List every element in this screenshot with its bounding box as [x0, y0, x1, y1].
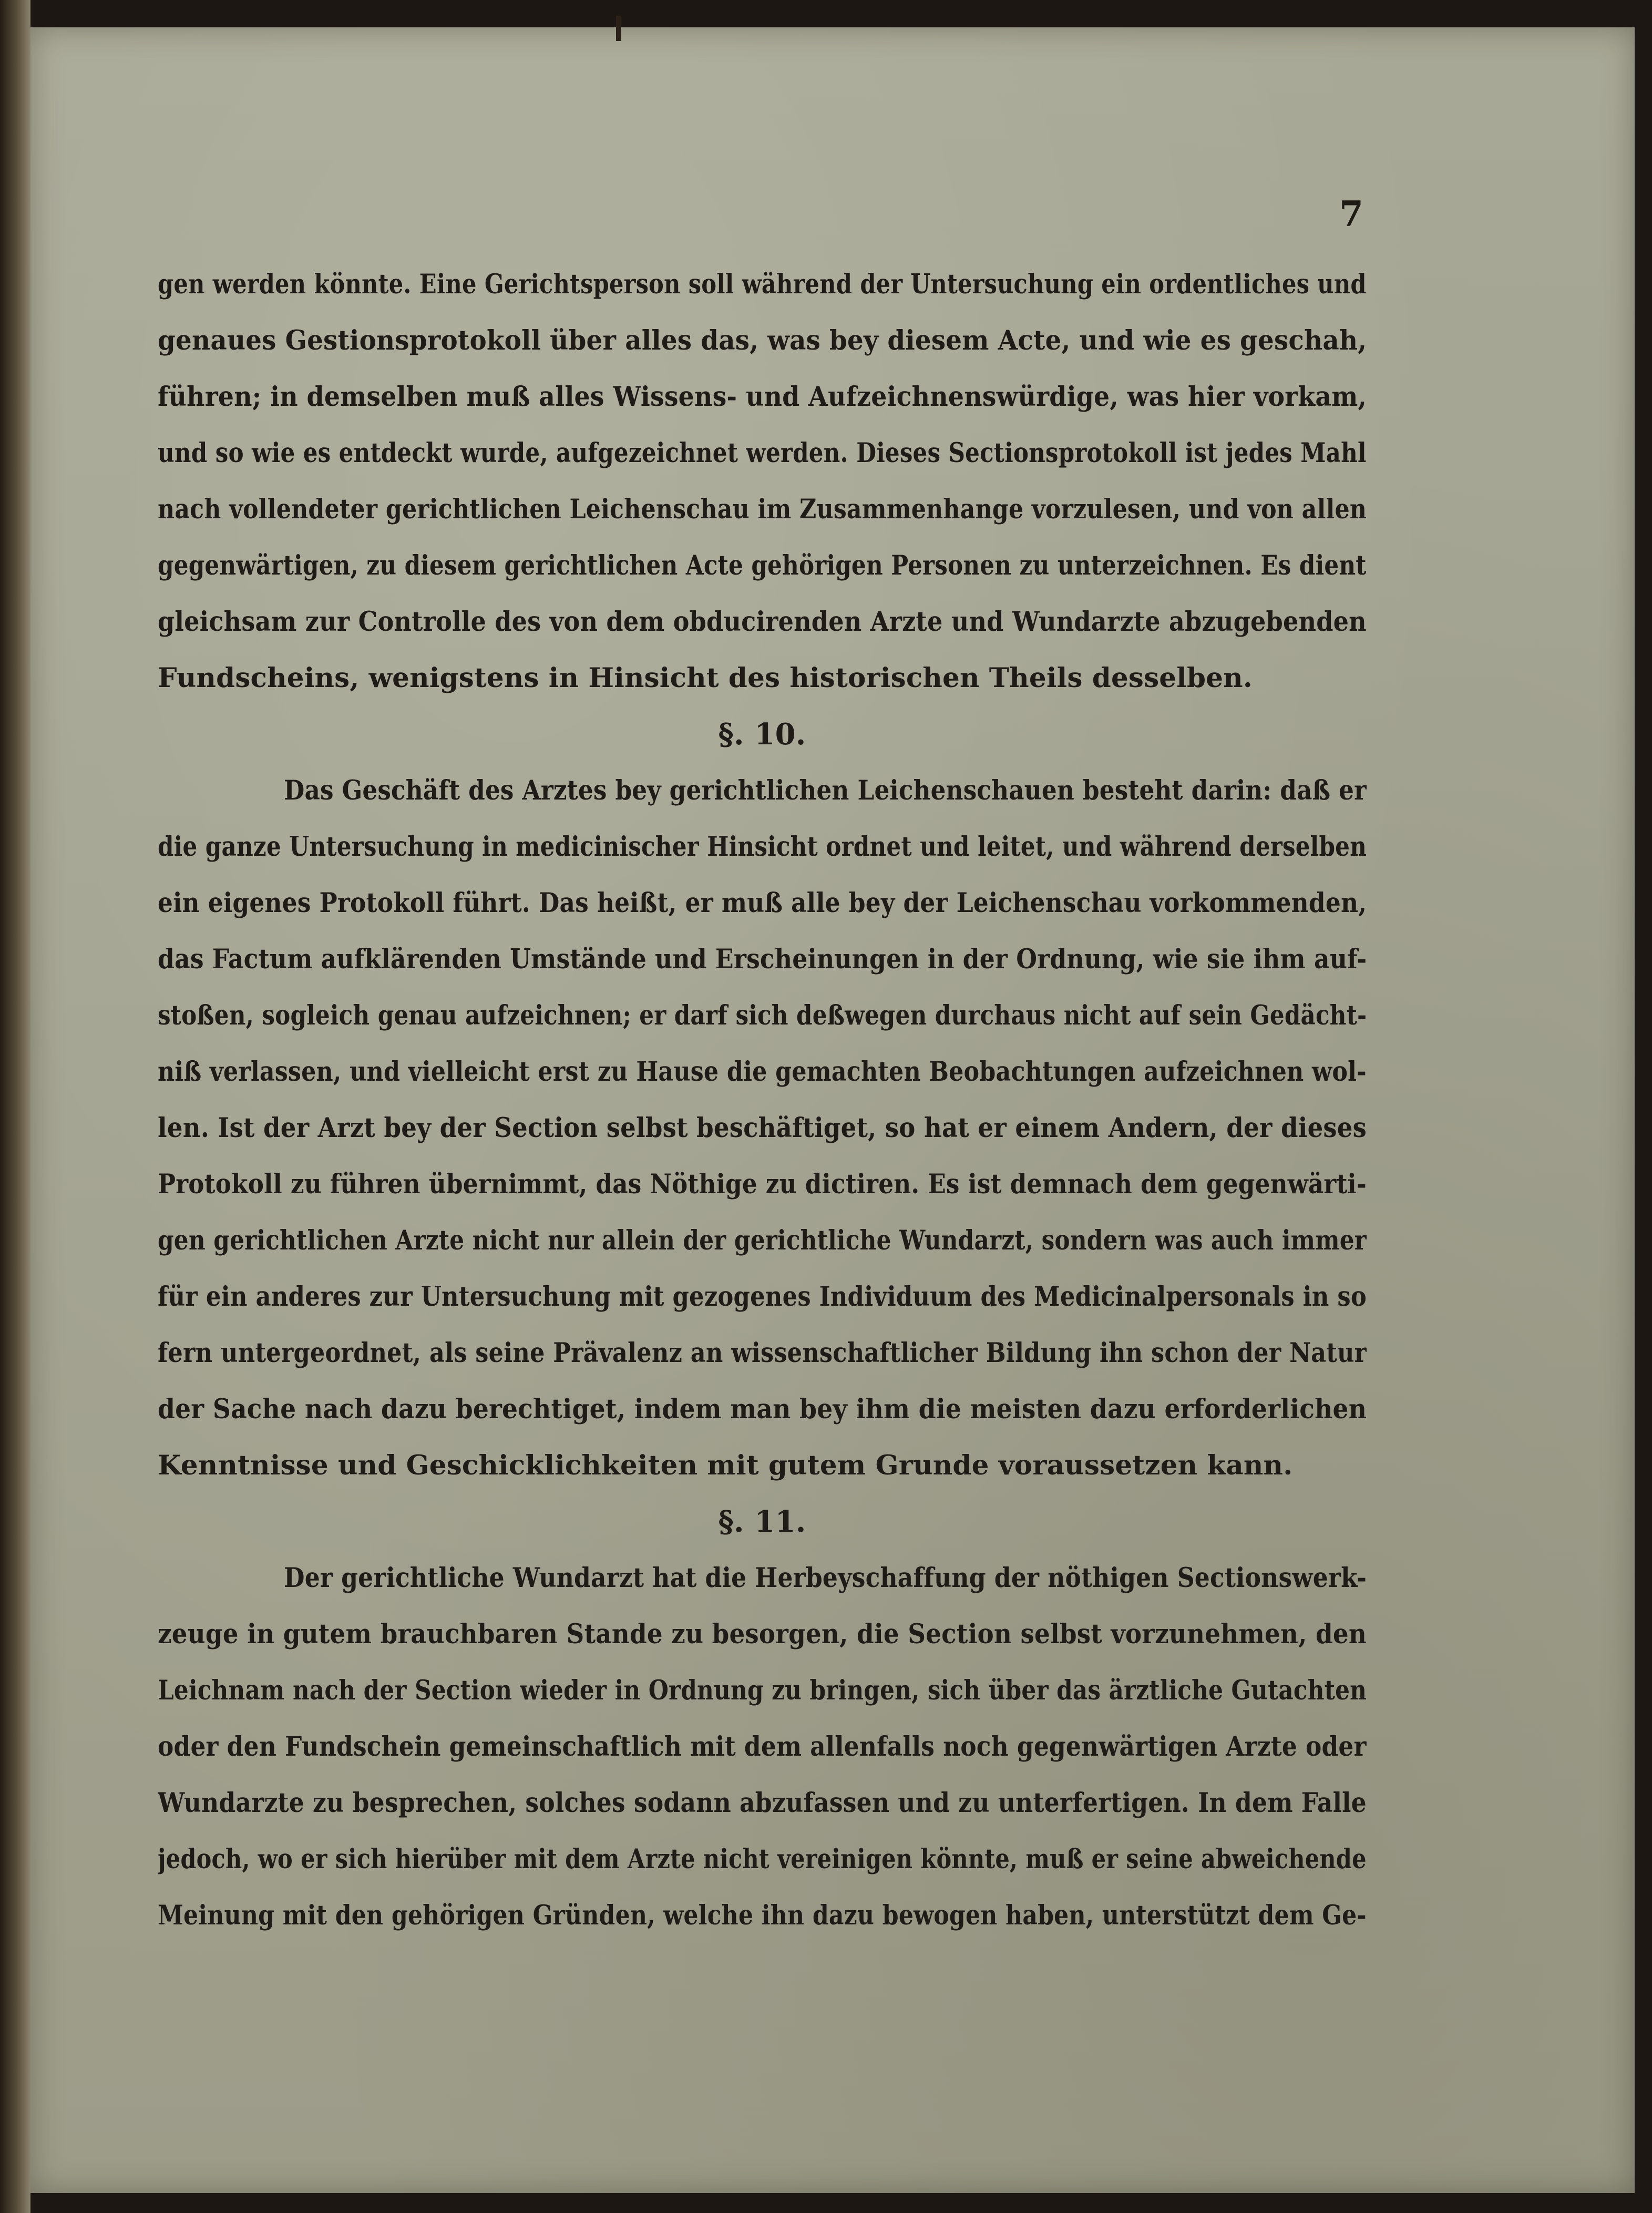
text-line: der Sache nach dazu berechtiget, indem man bey ihm die meisten dazu erforderlichen: [158, 1394, 1367, 1425]
book-gutter: [0, 0, 30, 2213]
text-line: stoßen, sogleich genau aufzeichnen; er darf sich deßwegen durchaus nicht auf sein Gedächt-: [158, 1000, 1367, 1031]
text-line: oder den Fundschein gemeinschaftlich mit dem allenfalls noch gegenwärtigen Arzte oder: [158, 1731, 1367, 1763]
text-line: ein eigenes Protokoll führt. Das heißt, er muß alle bey der Leichenschau vorkommenden,: [158, 887, 1367, 919]
page-tab-mark: [616, 16, 621, 41]
page-text: [158, 257, 1367, 1944]
text-line: genaues Gestionsprotokoll über alles das, was bey diesem Acte, und wie es geschah,: [158, 325, 1367, 356]
text-line: zeuge in gutem brauchbaren Stande zu besorgen, die Section selbst vorzunehmen, den: [158, 1618, 1367, 1650]
text-line: gen werden könnte. Eine Gerichtsperson soll während der Untersuchung ein ordentliches und: [158, 269, 1367, 300]
text-line: fern untergeordnet, als seine Prävalenz an wissenschaftlicher Bildung ihn schon der Natur: [158, 1337, 1367, 1369]
text-line: Protokoll zu führen übernimmt, das Nöthige zu dictiren. Es ist demnach dem gegenwärti-: [158, 1169, 1367, 1200]
text-line: für ein anderes zur Untersuchung mit gezogenes Individuum des Medicinalpersonals in so: [158, 1281, 1367, 1313]
text-line: niß verlassen, und vielleicht erst zu Hause die gemachten Beobachtungen aufzeichnen wol-: [158, 1056, 1367, 1088]
text-line: gen gerichtlichen Arzte nicht nur allein der gerichtliche Wundarzt, sondern was auch immer: [158, 1225, 1367, 1256]
text-line: Der gerichtliche Wundarzt hat die Herbeyschaffung der nöthigen Sectionswerk-: [284, 1562, 1367, 1594]
text-line: nach vollendeter gerichtlichen Leichenschau im Zusammenhange vorzulesen, und von allen: [158, 494, 1367, 525]
text-line: führen; in demselben muß alles Wissens- und Aufzeichnenswürdige, was hier vorkam,: [158, 381, 1367, 413]
section-heading-10: §. 10.: [718, 717, 806, 752]
text-line: gegenwärtigen, zu diesem gerichtlichen Acte gehörigen Personen zu unterzeichnen. Es dient: [158, 550, 1367, 581]
text-line: Leichnam nach der Section wieder in Ordnung zu bringen, sich über das ärztliche Gutachten: [158, 1675, 1367, 1706]
page-number: 7: [1339, 193, 1363, 234]
section-heading-11: §. 11.: [718, 1504, 806, 1539]
text-line: die ganze Untersuchung in medicinischer Hinsicht ordnet und leitet, und während derselben: [158, 831, 1367, 863]
text-line: Meinung mit den gehörigen Gründen, welche ihn dazu bewogen haben, unterstützt dem Ge-: [158, 1900, 1367, 1931]
text-line: Wundarzte zu besprechen, solches sodann abzufassen und zu unterfertigen. In dem Falle: [158, 1787, 1367, 1819]
text-line: Kenntnisse und Geschicklichkeiten mit gutem Grunde voraussetzen kann.: [158, 1450, 1293, 1481]
text-line: das Factum aufklärenden Umstände und Erscheinungen in der Ordnung, wie sie ihm auf-: [158, 944, 1367, 975]
text-line: jedoch, wo er sich hierüber mit dem Arzte nicht vereinigen könnte, muß er seine abweichende: [158, 1843, 1367, 1875]
text-line: Das Geschäft des Arztes bey gerichtlichen Leichenschauen besteht darin: daß er: [284, 775, 1367, 806]
text-line: Fundscheins, wenigstens in Hinsicht des historischen Theils desselben.: [158, 662, 1253, 694]
text-line: gleichsam zur Controlle des von dem obducirenden Arzte und Wundarzte abzugebenden: [158, 606, 1367, 638]
text-line: len. Ist der Arzt bey der Section selbst beschäftiget, so hat er einem Andern, der dieses: [158, 1112, 1367, 1144]
text-line: und so wie es entdeckt wurde, aufgezeichnet werden. Dieses Sectionsprotokoll ist jedes Mahl: [158, 437, 1367, 469]
